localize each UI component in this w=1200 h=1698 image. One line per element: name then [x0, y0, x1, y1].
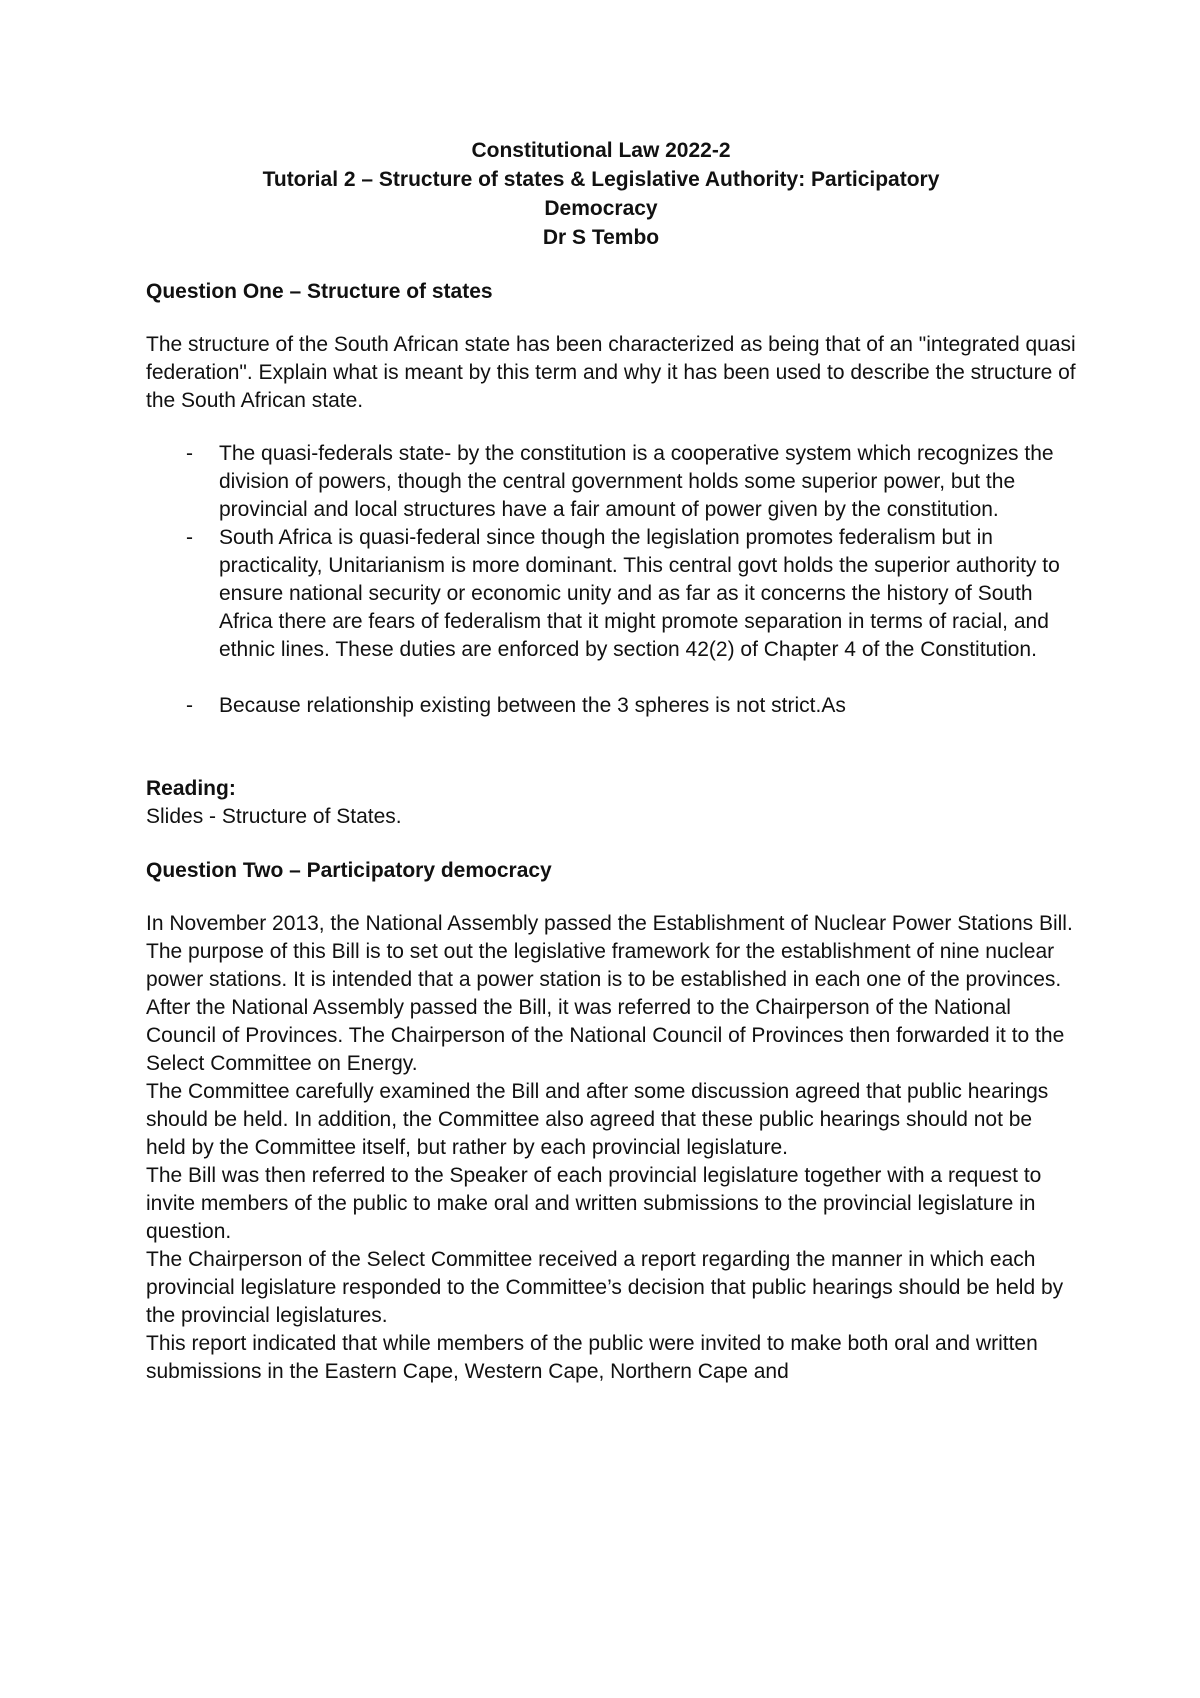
question-two-heading: Question Two – Participatory democracy — [146, 859, 552, 882]
answer-bullet-list — [146, 440, 1076, 720]
question-one-heading: Question One – Structure of states — [146, 280, 493, 303]
body-paragraph: In November 2013, the National Assembly passed the Establishment of Nuclear Power Stations Bill. The purpose of this Bill is to set out the legislative framework for the establishment of nine nuclear power stations. It is intended that a power station is to be established in each one of the provinces. — [146, 912, 1073, 991]
reading-heading: Reading: — [146, 777, 236, 800]
answer-bullet-text: South Africa is quasi-federal since though the legislation promotes federalism but in practicality, Unitarianism is more dominant. This central govt holds the superior authority to ensure national security or economic unity and as far as it concerns the history of South Africa there are fears of federalism that it might promote separation in terms of racial, and ethnic lines. These duties are enforced by section 42(2) of Chapter 4 of the Constitution. — [219, 526, 1060, 661]
tutorial-title-continued: Democracy — [544, 197, 658, 220]
body-paragraph: This report indicated that while members of the public were invited to make both oral and written submissions in the Eastern Cape, Western Cape, Northern Cape and — [146, 1332, 1038, 1383]
answer-bullet-item — [146, 440, 1076, 524]
question-one-prompt: The structure of the South African state has been characterized as being that of an "integrated quasi federation". Explain what is meant by this term and why it has been used to describe the structure of the South African state. — [146, 333, 1076, 412]
answer-bullet-text: The quasi-federals state- by the constitution is a cooperative system which recognizes the division of powers, though the central government holds some superior power, but the provincial and local structures have a fair amount of power given by the constitution. — [219, 442, 1054, 521]
body-paragraph: After the National Assembly passed the Bill, it was referred to the Chairperson of the National Council of Provinces. The Chairperson of the National Council of Provinces then forwarded it to the Select Committee on Energy. — [146, 996, 1065, 1075]
answer-bullet-item — [146, 692, 1076, 720]
bullet-dash-marker: - — [186, 526, 193, 549]
tutorial-title: Tutorial 2 – Structure of states & Legislative Authority: Participatory — [262, 168, 940, 191]
course-title: Constitutional Law 2022-2 — [471, 139, 731, 162]
reading-text: Slides - Structure of States. — [146, 805, 402, 828]
document-page — [146, 136, 1076, 1386]
document-title-block — [166, 136, 1036, 252]
body-paragraph: The Bill was then referred to the Speaker of each provincial legislature together with a request to invite members of the public to make oral and written submissions to the provincial legislature in question. — [146, 1164, 1042, 1243]
question-two-body — [146, 910, 1076, 1386]
answer-bullet-text: Because relationship existing between the 3 spheres is not strict.As — [219, 694, 846, 717]
body-paragraph: The Chairperson of the Select Committee received a report regarding the manner in which each provincial legislature responded to the Committee’s decision that public hearings should be held by the provincial legislatures. — [146, 1248, 1064, 1327]
body-paragraph: The Committee carefully examined the Bill and after some discussion agreed that public hearings should be held. In addition, the Committee also agreed that these public hearings should not be held by the Committee itself, but rather by each provincial legislature. — [146, 1080, 1049, 1159]
answer-bullet-item — [146, 524, 1076, 664]
bullet-dash-marker: - — [186, 694, 193, 717]
lecturer-name: Dr S Tembo — [542, 226, 660, 249]
bullet-dash-marker: - — [186, 442, 193, 465]
